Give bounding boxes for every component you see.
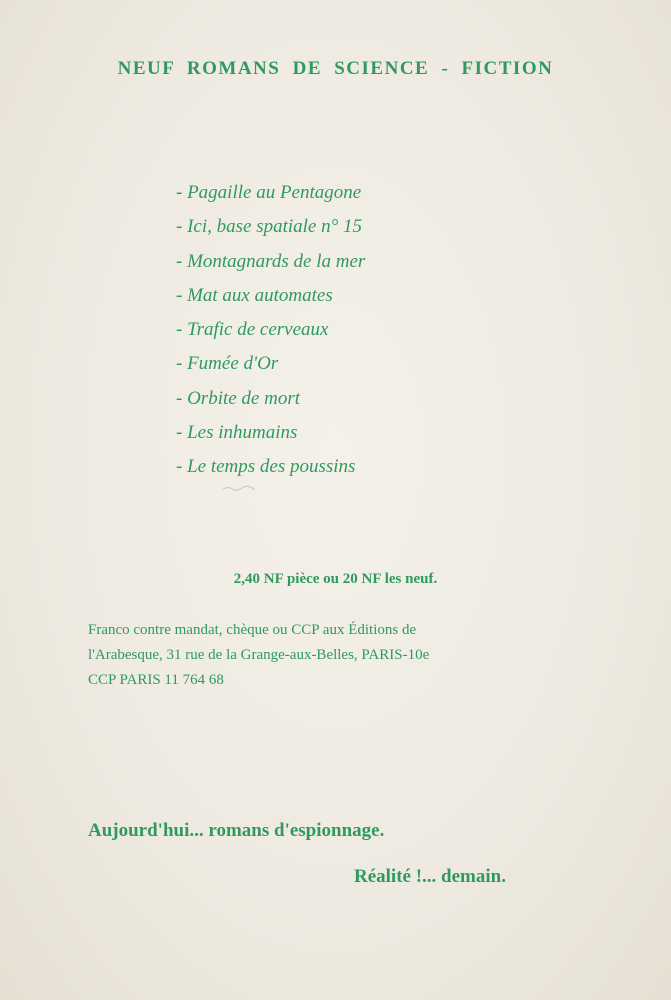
list-item: - Ici, base spatiale n° 15 bbox=[176, 216, 362, 238]
list-item: - Montagnards de la mer bbox=[176, 250, 366, 272]
list-item: - Trafic de cerveaux bbox=[176, 319, 329, 341]
list-item: - Pagaille au Pentagone bbox=[176, 182, 362, 203]
price-line: 2,40 NF pièce ou 20 NF les neuf. bbox=[233, 571, 438, 587]
order-line: l'Arabesque, 31 rue de la Grange-aux-Belles, PARIS-10e bbox=[88, 647, 430, 663]
list-item: - Fumée d'Or bbox=[176, 353, 279, 375]
tagline-tomorrow: Réalité !... demain. bbox=[354, 866, 506, 887]
list-item: - Mat aux automates bbox=[176, 284, 333, 306]
tagline-today: Aujourd'hui... romans d'espionnage. bbox=[88, 820, 385, 841]
list-item: - Le temps des poussins bbox=[176, 456, 356, 478]
ink-smudge bbox=[222, 484, 256, 492]
order-line: Franco contre mandat, chèque ou CCP aux Éditions de bbox=[88, 622, 417, 638]
list-item: - Les inhumains bbox=[176, 422, 298, 444]
novel-titles-list bbox=[176, 176, 365, 485]
list-item: - Orbite de mort bbox=[176, 387, 301, 409]
order-info bbox=[88, 618, 648, 693]
page-title: NEUF ROMANS DE SCIENCE - FICTION bbox=[117, 58, 554, 79]
order-line: CCP PARIS 11 764 68 bbox=[88, 672, 224, 688]
